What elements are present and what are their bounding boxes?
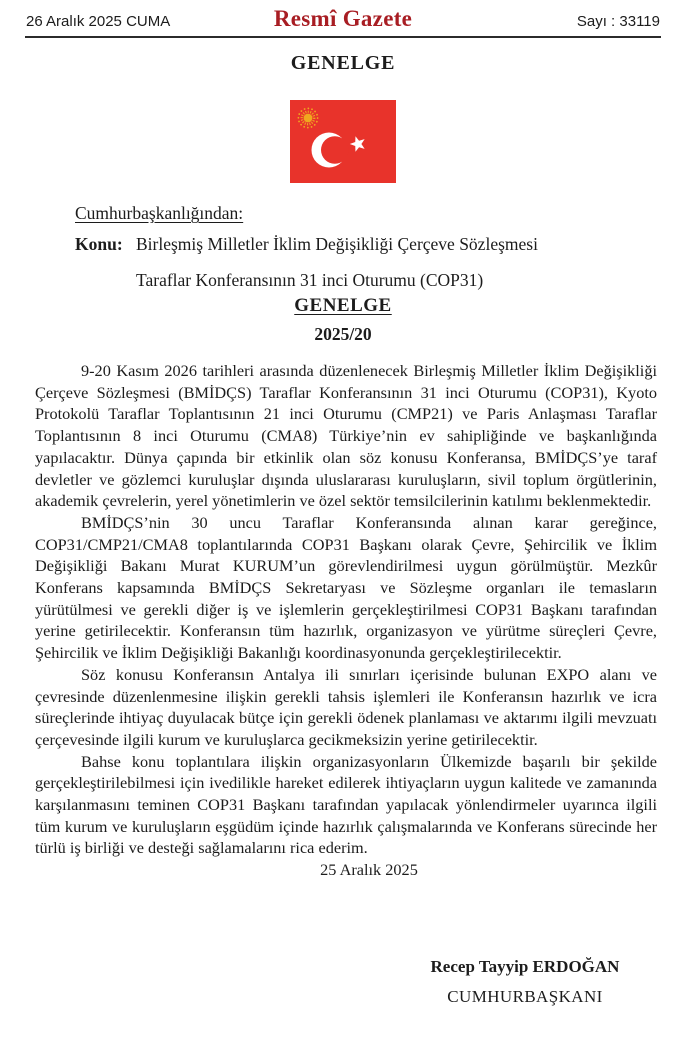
document-title-block bbox=[0, 294, 686, 345]
document-date: 25 Aralık 2025 bbox=[320, 860, 418, 880]
address-block bbox=[75, 202, 686, 291]
body-paragraph-3: Söz konusu Konferansın Antalya ili sınırları içerisinde bulunan EXPO alanı ve çevresinde düzenlenmesine ilişkin gerekli tahsis işlemleri ile Konferansın hazırlık ve icra süreçlerinde ihtiyaç duyulacak bütçe için gerekli ödenek planlaması ve aktarımı ilgili mevzuatı çerçevesinde ilgili kurum ve kuruluşlarca gecikmeksizin yerine getirilecektir. bbox=[35, 664, 657, 749]
masthead-issue-number: Sayı : 33119 bbox=[576, 13, 660, 30]
body-paragraph-4: Bahse konu toplantılara ilişkin organizasyonların Ülkemizde başarılı bir şekilde gerçekleştirilebilmesi için ivedilikle hareket edilerek ihtiyaçların uygun kalitede ve zamanında karşılanmasını teminen COP31 Başkanı tarafından yapılacak yönlendirmeler uyarınca ilgili tüm kurum ve kuruluşların eşgüdüm içinde hazırlık çalışmalarında ve Konferans sürecinde her türlü iş birliği ve desteği sağlamalarını rica ederim. bbox=[35, 751, 657, 858]
flag-svg bbox=[290, 100, 396, 183]
body-text bbox=[35, 360, 657, 881]
subject-row bbox=[75, 233, 686, 291]
body-paragraph-2: BMİDÇS’nin 30 uncu Taraflar Konferansında alınan karar gereğince, COP31/CMP21/CMA8 toplantılarında COP31 Başkanı olarak Çevre, Şehircilik ve İklim Değişikliği Bakanı Murat KURUM’un görevlendirilmesi uygun görülmüştür. Mezkûr Konferans kapsamında BMİDÇS Sekretaryası ve Sözleşme organları ile temasların yürütülmesi ve gerekli diğer iş ve işlemlerin gerçekleştirilmesi COP31 Başkanı tarafından yerine getirilecektir. Konferansın tüm hazırlık, organizasyon ve yürütme süreçleri Çevre, Şehircilik ve İklim Değişikliği Bakanlığı koordinasyonunda gerçekleştirilecektir. bbox=[35, 512, 657, 663]
body-paragraph-1: 9-20 Kasım 2026 tarihleri arasında düzenlenecek Birleşmiş Milletler İklim Değişikliği Çerçeve Sözleşmesi (BMİDÇS) Taraflar Konferansının 31 inci Oturumu (COP31), Kyoto Protokolü Taraflar Toplantısının 21 inci Oturumu (CMP21) ve Paris Anlaşması Taraflar Toplantısının 8 inci Oturumu (CMA8) Türkiye’nin ev sahipliğinde ve başkanlığında yapılacaktır. Dünya çapında bir etkinlik olan söz konusu Konferansa, BMİDÇS’ye taraf devletler ve gözlemci kuruluşlar dışında uluslararası kuruluşların, sivil toplum örgütlerinin, akademik çevrelerin, yerel yönetimlerin ve özel sektör temsilcilerinin katılımı beklenmektedir. bbox=[35, 361, 657, 511]
signature-block bbox=[394, 955, 656, 1008]
subject-line-2: Taraflar Konferansının 31 inci Oturumu (COP31) bbox=[136, 270, 484, 290]
document-number: 2025/20 bbox=[314, 324, 372, 344]
masthead-title: Resmî Gazete bbox=[273, 6, 413, 31]
masthead bbox=[25, 0, 661, 38]
turkish-presidential-flag-icon bbox=[290, 100, 396, 183]
signatory-name: Recep Tayyip ERDOĞAN bbox=[430, 957, 620, 976]
document-kind-heading: GENELGE bbox=[290, 52, 396, 74]
masthead-date: 26 Aralık 2025 CUMA bbox=[26, 13, 171, 30]
subject-label: Konu: bbox=[75, 234, 123, 254]
issuer-text: Cumhurbaşkanlığından: bbox=[75, 203, 244, 223]
document-title: GENELGE bbox=[294, 295, 392, 316]
subject-lines bbox=[136, 233, 686, 291]
subject-line-1: Birleşmiş Milletler İklim Değişikliği Çerçeve Sözleşmesi bbox=[136, 234, 538, 254]
signatory-title: CUMHURBAŞKANI bbox=[447, 987, 603, 1006]
issuer-line bbox=[75, 202, 686, 225]
